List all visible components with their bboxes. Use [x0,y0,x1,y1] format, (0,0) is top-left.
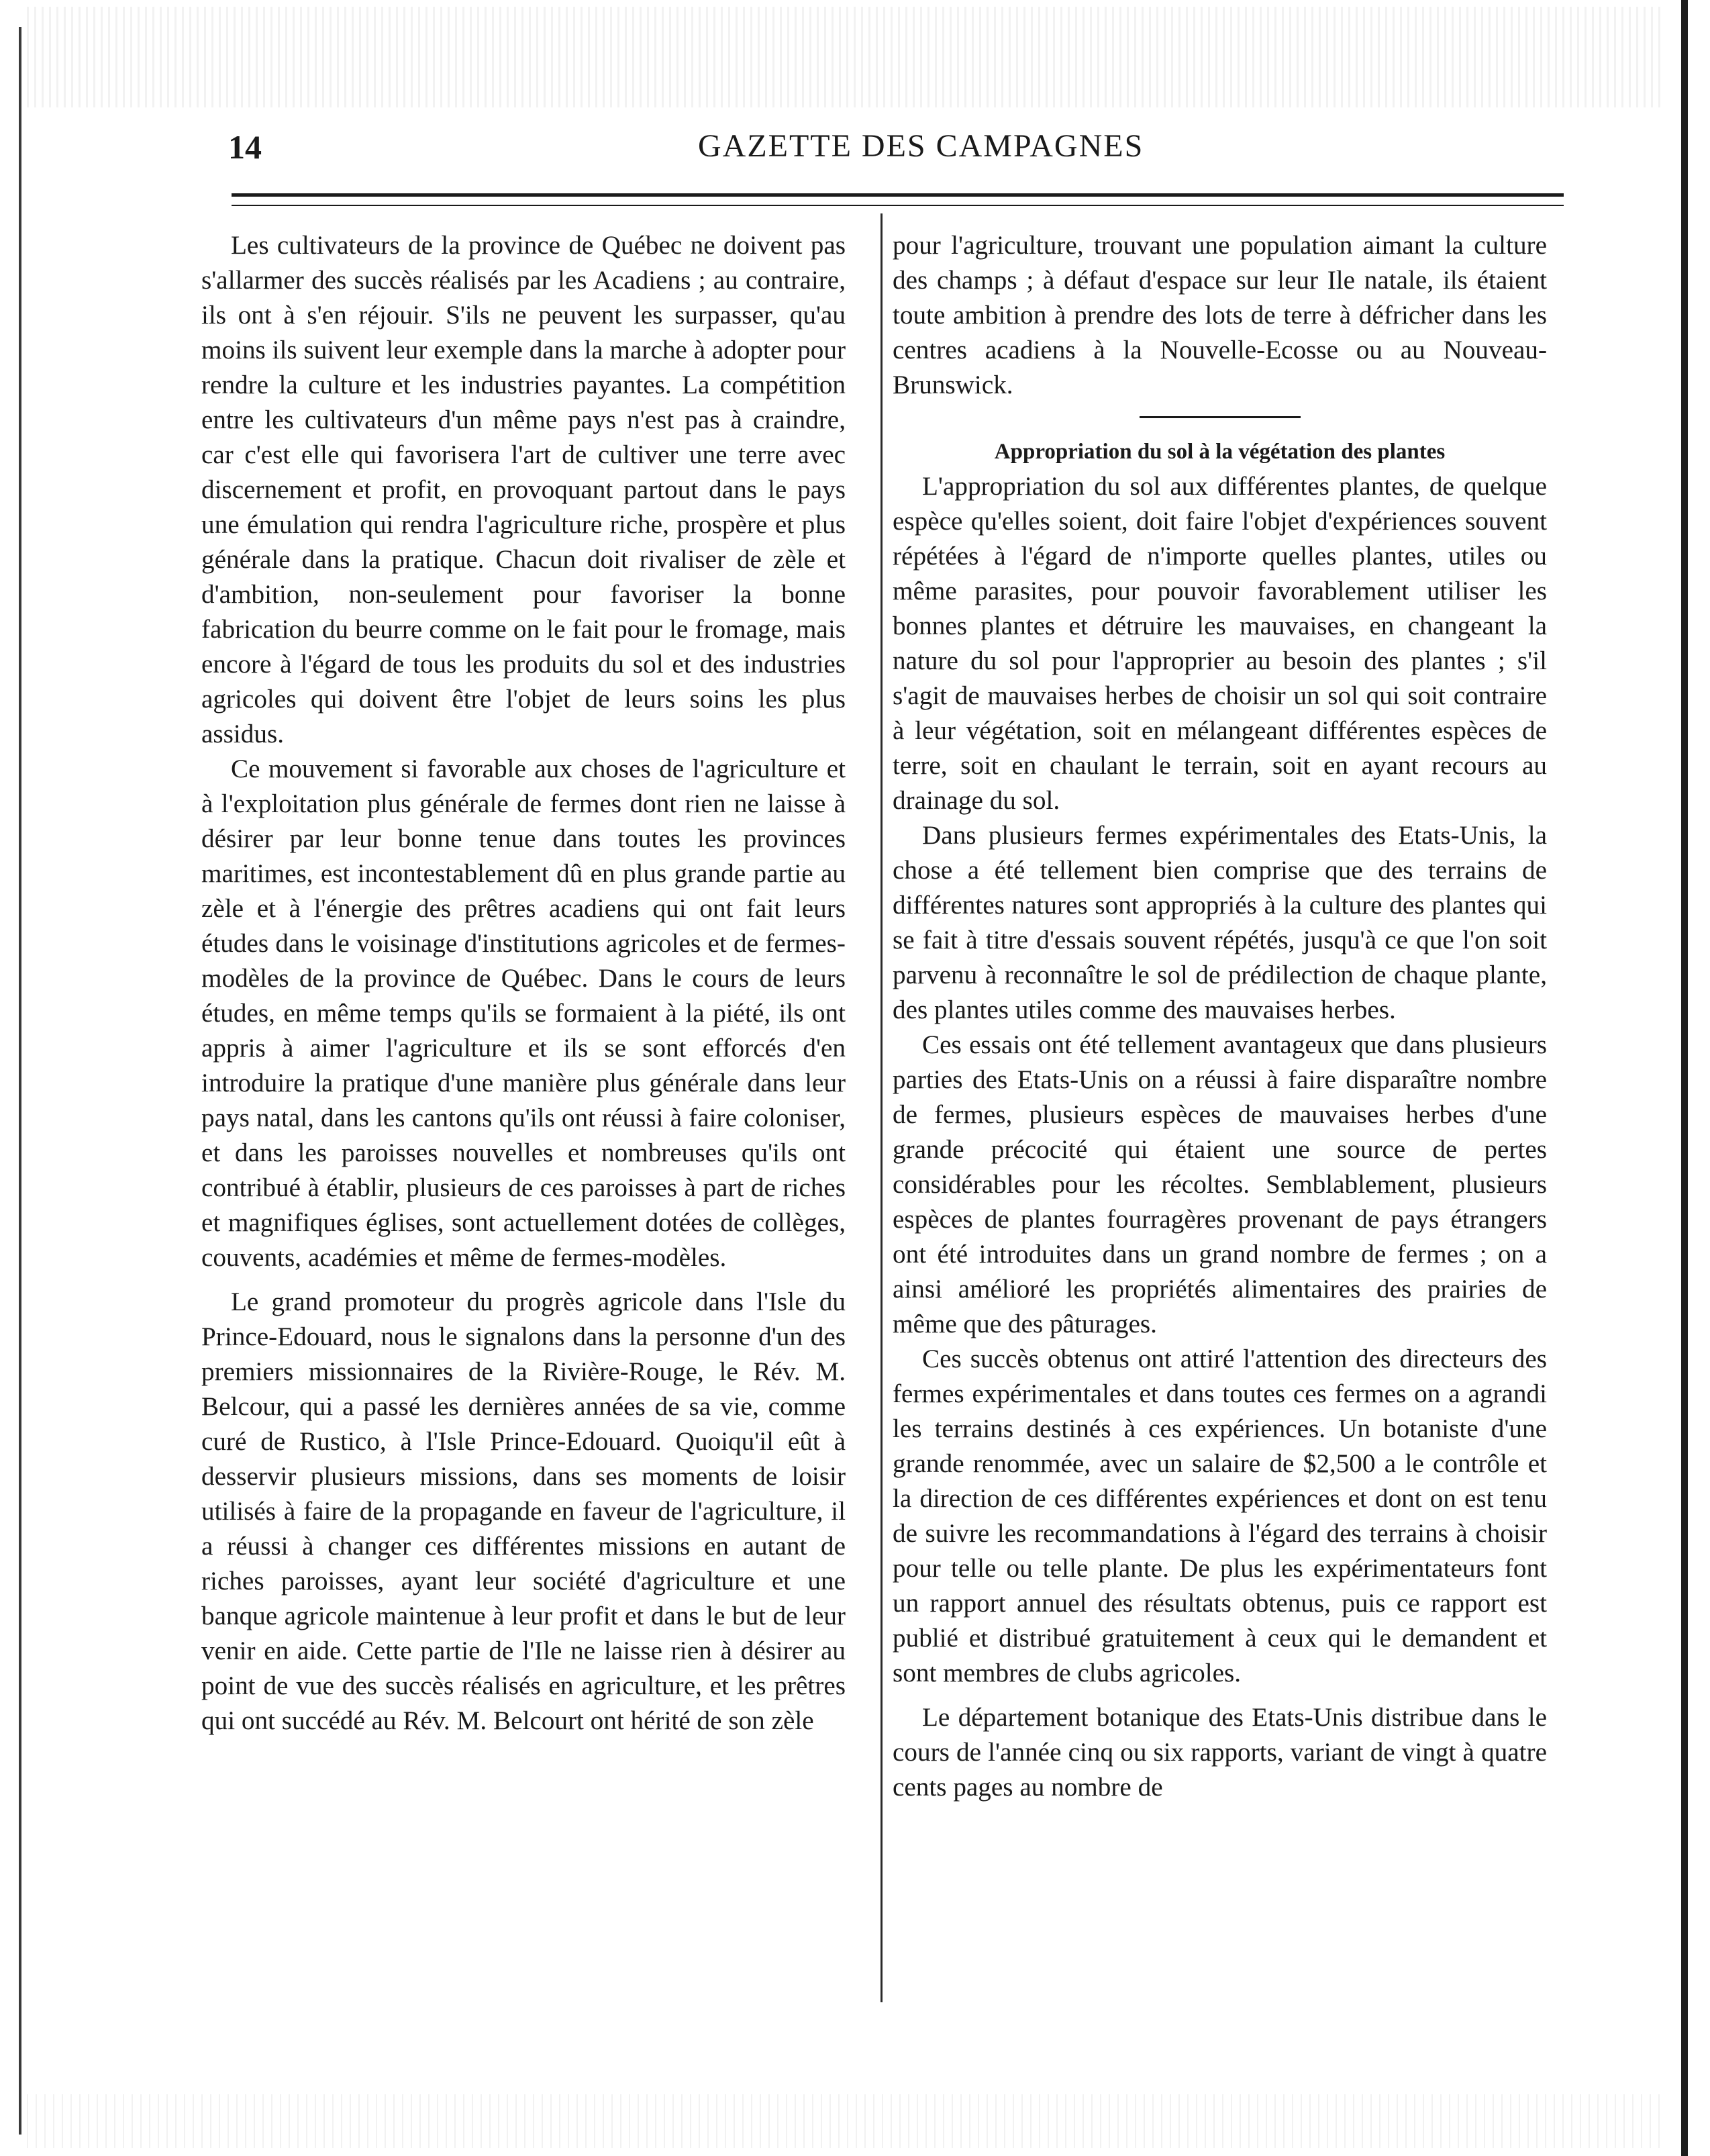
paragraph: Le département botanique des Etats-Unis distribue dans le cours de l'année cinq ou six rapports, variant de vingt à quatre cents pages au nombre de [893,1703,1547,1802]
paragraph: Ces essais ont été tellement avantageux que dans plusieurs parties des Etats-Unis on a réussi à faire disparaître nombre de fermes, plusieurs espèces de mauvaises herbes d'une grande précocité qui étaient une source de pertes considérables pour les récoltes. Semblablement, plusieurs espèces de plantes fourragères provenant de pays étrangers ont été introduites dans un grand nombre de fermes ; on a ainsi amélioré les propriétés alimentaires des prairies de même que des pâturages. [893,1030,1547,1338]
left-column [201,228,846,2000]
scan-right-edge [1681,0,1688,2156]
paragraph: Ces succès obtenus ont attiré l'attention des directeurs des fermes expérimentales et dans toutes ces fermes on a agrandi les terrains destinés à ces expériences. Un botaniste d'une grande renommée, avec un salaire de $2,500 a le contrôle et la direction de ces différentes expériences et dont on est tenu de suivre les recommandations à l'égard des terrains à choisir pour telle ou telle plante. De plus les expérimentateurs font un rapport annuel des résultats obtenus, puis ce rapport est publié et distribué gratuitement à ceux qui le demandent et sont membres de clubs agricoles. [893,1344,1547,1687]
right-column [893,228,1547,2000]
paragraph: L'appropriation du sol aux différentes plantes, de quelque espèce qu'elles soient, doit faire l'objet d'expériences souvent répétées à l'égard de n'importe quelles plantes, utiles ou même parasites, pour pouvoir favorablement utiliser les bonnes plantes et détruire les mauvaises, en changeant la nature du sol pour l'approprier au besoin des plantes ; s'il s'agit de mauvaises herbes de choisir un sol qui soit contraire à leur végétation, soit en mélangeant différentes espèces de terre, soit en chaulant le terrain, soit en ayant recours au drainage du sol. [893,472,1547,815]
section-heading: Appropriation du sol à la végétation des plantes [994,440,1446,464]
header-double-rule [232,193,1564,206]
paragraph: Les cultivateurs de la province de Québec ne doivent pas s'allarmer des succès réalisés par les Acadiens ; au contraire, ils ont à s'en réjouir. S'ils ne peuvent les surpasser, qu'au moins ils suivent leur exemple dans la marche à adopter pour rendre la culture et les industries payantes. La compétition entre les cultivateurs d'un même pays n'est pas à craindre, car c'est elle qui favorisera l'art de cultiver une terre avec discernement et profit, en provoquant partout dans le pays une émulation qui rendra l'agriculture riche, prospère et plus générale dans la pratique. Chacun doit rivaliser de zèle et d'ambition, non-seulement pour favoriser la bonne fabrication du beurre comme on le fait pour le fromage, mais encore à l'égard de tous les produits du sol et des industries agricoles qui doivent être l'objet de leurs soins les plus assidus. [201,231,846,748]
page-number: 14 [228,128,262,166]
scan-noise-top [27,7,1664,107]
paragraph: Le grand promoteur du progrès agricole dans l'Isle du Prince-Edouard, nous le signalons dans la personne d'un des premiers missionnaires de la Rivière-Rouge, le Rév. M. Belcour, qui a passé les dernières années de sa vie, comme curé de Rustico, à l'Isle Prince-Edouard. Quoiqu'il eût à desservir plusieurs missions, dans ses moments de loisir utilisés à faire de la propagande en faveur de l'agriculture, il a réussi à changer ces différentes missions en autant de riches paroisses, ayant leur société d'agriculture et une banque agricole maintenue à leur profit et dans le but de leur venir en aide. Cette partie de l'Ile ne laisse rien à désirer au point de vue des succès réalisés en agriculture, et les prêtres qui ont succédé au Rév. M. Belcourt ont hérité de son zèle [201,1287,846,1735]
scan-left-edge [19,27,21,2135]
column-divider [881,213,883,2002]
paragraph: Ce mouvement si favorable aux choses de l'agriculture et à l'exploitation plus générale de fermes dont rien ne laisse à désirer par leur bonne tenue dans toutes les provinces maritimes, est incontestablement dû en plus grande partie au zèle et à l'énergie des prêtres acadiens qui ont fait leurs études dans le voisinage d'institutions agricoles et de fermes-modèles de la province de Québec. Dans le cours de leurs études, en même temps qu'ils se formaient à la piété, ils ont appris à aimer l'agriculture et ils se sont efforcés d'en introduire la pratique d'une manière plus générale dans leur pays natal, dans les cantons qu'ils ont réussi à faire coloniser, et dans les paroisses nouvelles et nombreuses qu'ils ont contribué à établir, plusieurs de ces paroisses à part de riches et magnifiques églises, sont actuellement dotées de collèges, couvents, académies et même de fermes-modèles. [201,754,846,1272]
scan-noise-bottom [27,2094,1664,2148]
journal-title: GAZETTE DES CAMPAGNES [698,128,1144,164]
section-rule [1140,416,1301,418]
page-header [228,128,1564,175]
paragraph: Dans plusieurs fermes expérimentales des Etats-Unis, la chose a été tellement bien comprise que des terrains de différentes natures sont appropriés à la culture des plantes qui se fait à titre d'essais souvent répétés, jusqu'à ce que l'on soit parvenu à reconnaître le sol de prédilection de chaque plante, des plantes utiles comme des mauvaises herbes. [893,821,1547,1024]
paragraph: pour l'agriculture, trouvant une population aimant la culture des champs ; à défaut d'espace sur leur Ile natale, ils étaient toute ambition à prendre des lots de terre à défricher dans les centres acadiens à la Nouvelle-Ecosse ou au Nouveau-Brunswick. [893,231,1547,399]
